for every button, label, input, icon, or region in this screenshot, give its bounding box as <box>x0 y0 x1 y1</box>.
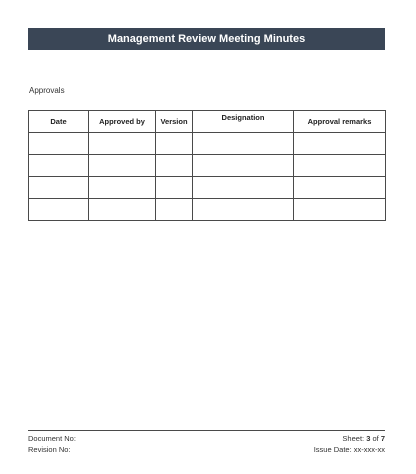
footer-issue-date-label: Issue Date: <box>313 445 352 454</box>
document-title-bar <box>28 28 385 50</box>
column-header-date: Date <box>29 111 89 133</box>
table-cell-designation[interactable] <box>193 155 294 177</box>
footer-sheet-total: 7 <box>380 434 385 443</box>
footer-sheet-current: 3 <box>366 434 371 443</box>
page-footer <box>28 433 385 455</box>
table-cell-designation[interactable] <box>193 133 294 155</box>
table-row <box>29 133 386 155</box>
table-cell-approved-by[interactable] <box>89 155 156 177</box>
section-label-approvals: Approvals <box>29 86 65 95</box>
table-cell-designation[interactable] <box>193 199 294 221</box>
column-header-approval-remarks: Approval remarks <box>294 111 386 133</box>
footer-issue-date <box>314 444 385 455</box>
column-header-designation: Designation <box>193 111 294 133</box>
footer-revision-no-label: Revision No: <box>28 445 71 454</box>
table-cell-approval-remarks[interactable] <box>294 155 386 177</box>
table-cell-date[interactable] <box>29 177 89 199</box>
table-cell-approved-by[interactable] <box>89 177 156 199</box>
footer-divider <box>28 430 385 431</box>
table-cell-approved-by[interactable] <box>89 199 156 221</box>
table-row <box>29 177 386 199</box>
footer-issue-date-value: xx-xxx-xx <box>353 445 385 454</box>
table-cell-approval-remarks[interactable] <box>294 199 386 221</box>
footer-sheet <box>342 433 385 444</box>
table-cell-approval-remarks[interactable] <box>294 177 386 199</box>
table-cell-designation[interactable] <box>193 177 294 199</box>
table-row <box>29 199 386 221</box>
table-cell-approved-by[interactable] <box>89 133 156 155</box>
footer-sheet-of: of <box>372 434 379 443</box>
table-row <box>29 155 386 177</box>
column-header-version: Version <box>156 111 193 133</box>
approvals-table <box>28 110 386 221</box>
document-title: Management Review Meeting Minutes <box>107 33 306 45</box>
table-cell-version[interactable] <box>156 155 193 177</box>
table-cell-version[interactable] <box>156 199 193 221</box>
table-header-row <box>29 111 386 133</box>
table-cell-version[interactable] <box>156 177 193 199</box>
table-cell-approval-remarks[interactable] <box>294 133 386 155</box>
table-cell-date[interactable] <box>29 133 89 155</box>
footer-document-no-label: Document No: <box>28 434 76 443</box>
table-cell-date[interactable] <box>29 155 89 177</box>
table-cell-date[interactable] <box>29 199 89 221</box>
table-cell-version[interactable] <box>156 133 193 155</box>
column-header-approved-by: Approved by <box>89 111 156 133</box>
footer-sheet-label: Sheet: <box>342 434 365 443</box>
